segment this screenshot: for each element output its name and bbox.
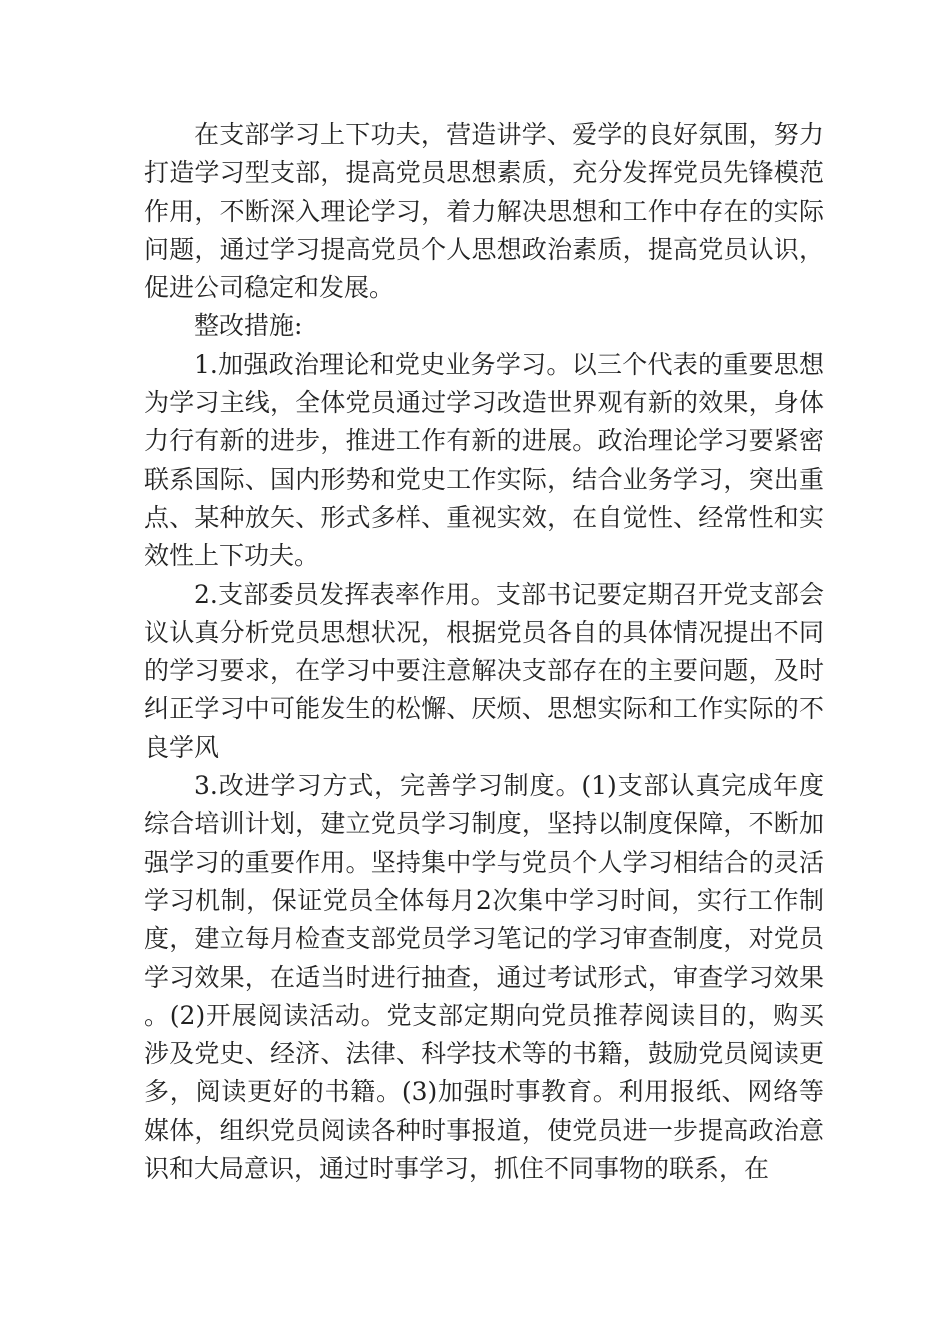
paragraph-measure-3: 3.改进学习方式，完善学习制度。(1)支部认真完成年度综合培训计划，建立党员学习制度，坚持以制度保障，不断加强学习的重要作用。坚持集中学与党员个人学习相结合的灵活学习机制，保证党员全体每月2次集中学习时间，实行工作制度，建立每月检查支部党员学习笔记的学习审查制度，对党员学习效果，在适当时进行抽查，通过考试形式，审查学习效果。(2)开展阅读活动。党支部定期向党员推荐阅读目的，购买涉及党史、经济、法律、科学技术等的书籍，鼓励党员阅读更多，阅读更好的书籍。(3)加强时事教育。利用报纸、网络等媒体，组织党员阅读各种时事报道，使党员进一步提高政治意识和大局意识，通过时事学习，抓住不同事物的联系，在 <box>144 771 824 1184</box>
paragraph-measure-2: 2.支部委员发挥表率作用。支部书记要定期召开党支部会议认真分析党员思想状况，根据党员各自的具体情况提出不同的学习要求，在学习中要注意解决支部存在的主要问题，及时纠正学习中可能发生的松懈、厌烦、思想实际和工作实际的不良学风 <box>144 579 824 762</box>
paragraph-measure-1: 1.加强政治理论和党史业务学习。以三个代表的重要思想为学习主线，全体党员通过学习改造世界观有新的效果，身体力行有新的进步，推进工作有新的进展。政治理论学习要紧密联系国际、国内形势和党史工作实际，结合业务学习，突出重点、某种放矢、形式多样、重视实效，在自觉性、经常性和实效性上下功夫。 <box>144 349 824 571</box>
paragraph-measures-heading: 整改措施: <box>194 311 303 341</box>
document-body <box>144 116 824 1188</box>
paragraph-intro: 在支部学习上下功夫，营造讲学、爱学的良好氛围，努力打造学习型支部，提高党员思想素质，充分发挥党员先锋模范作用，不断深入理论学习，着力解决思想和工作中存在的实际问题，通过学习提高党员个人思想政治素质，提高党员认识，促进公司稳定和发展。 <box>144 120 824 303</box>
